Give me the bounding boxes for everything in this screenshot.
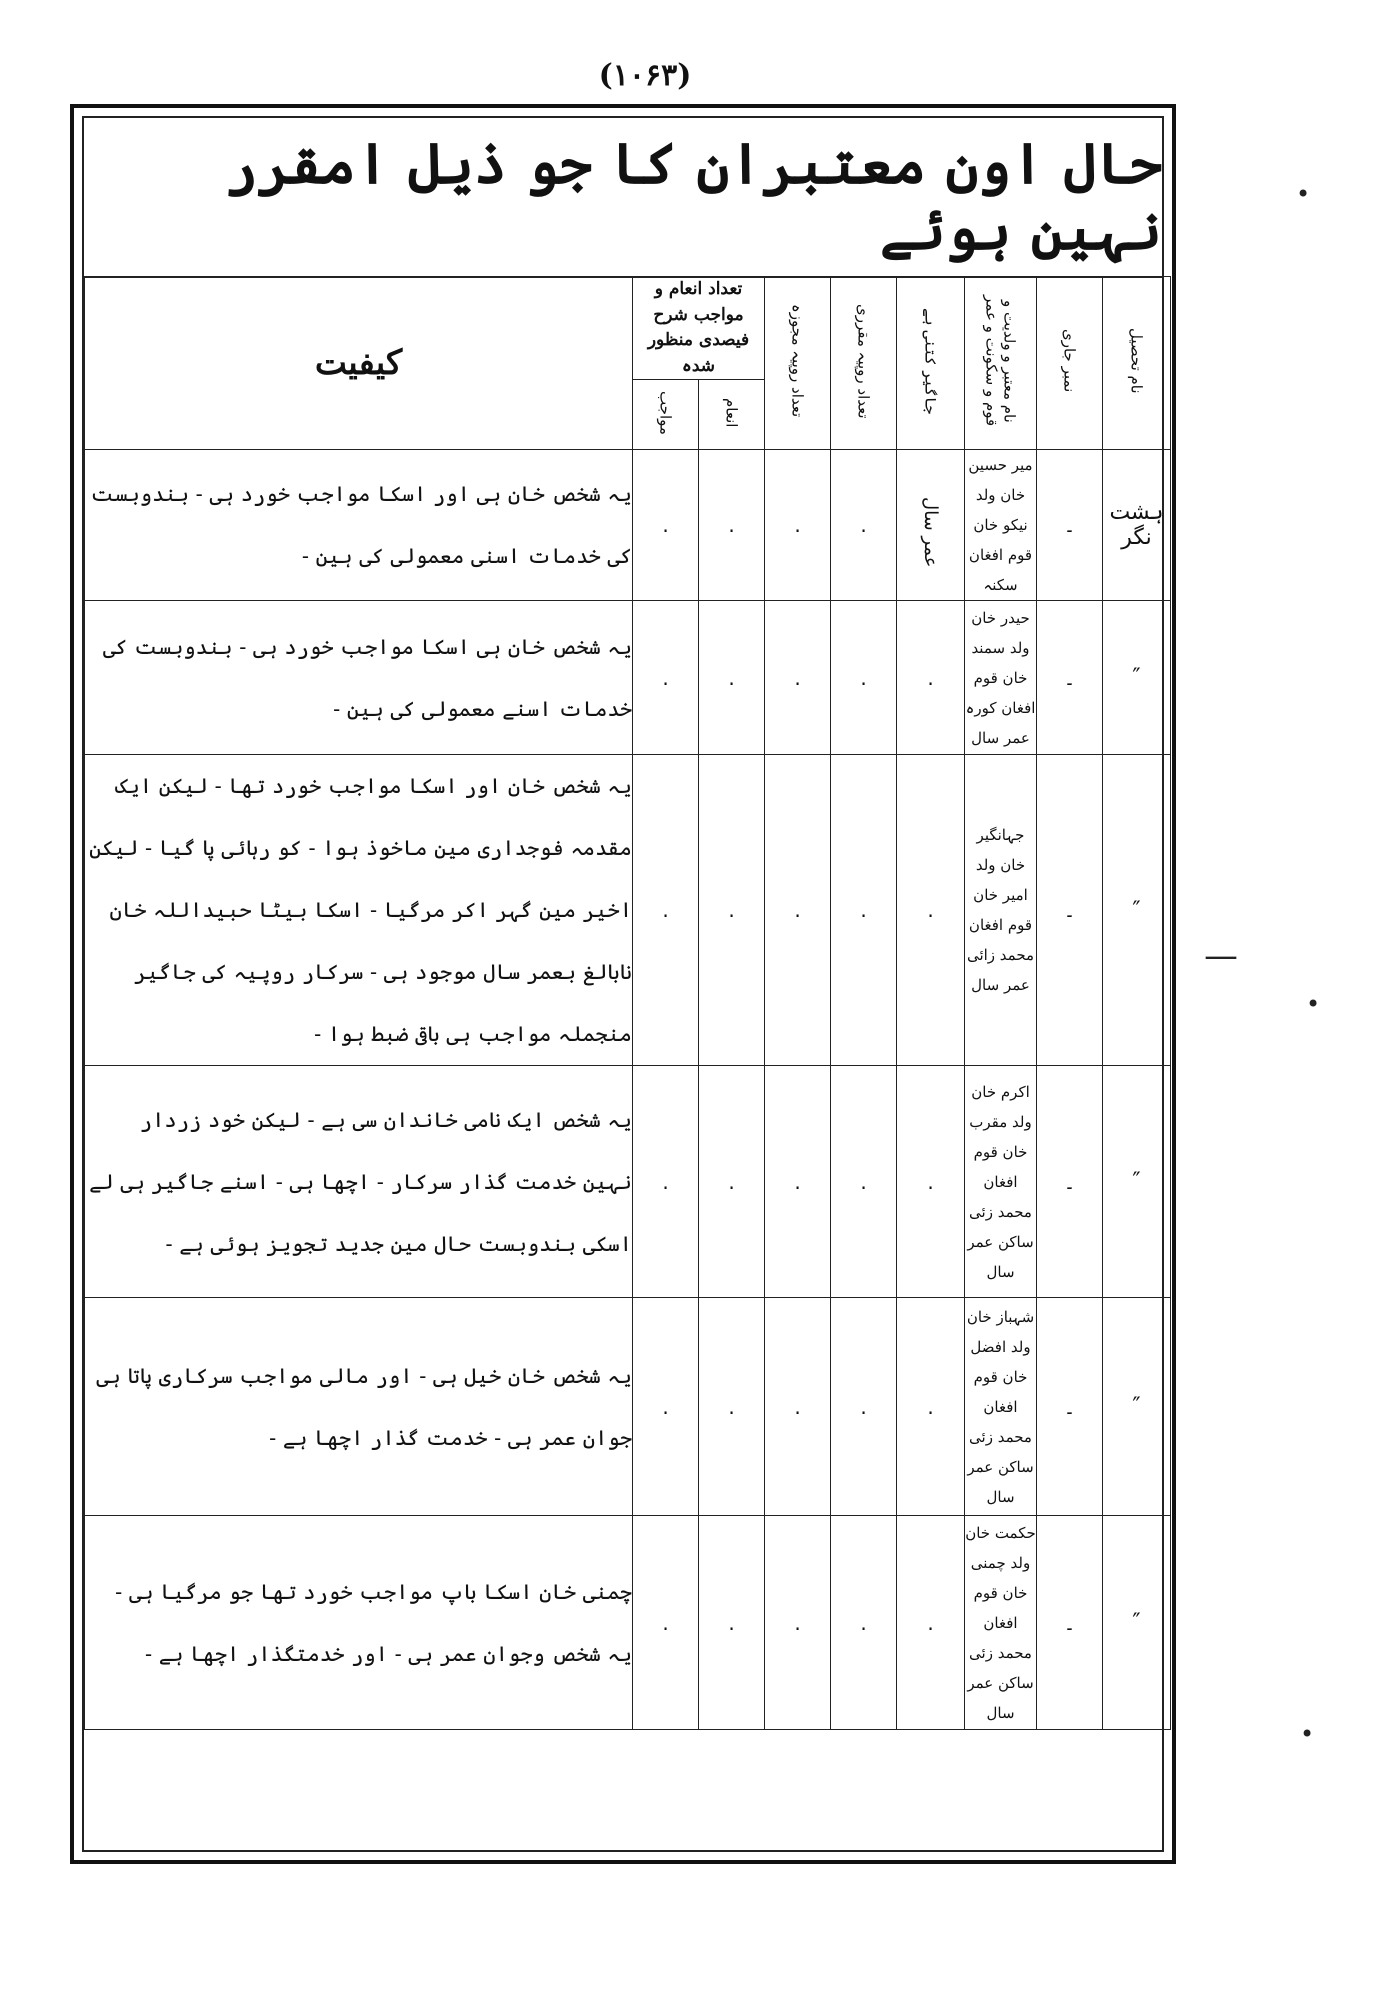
cell-recommended: . — [765, 1298, 831, 1516]
cell-person: اکرم خان ولد مقرب خان قوم افغان محمد زئی ساکن عمر سال — [965, 1066, 1037, 1298]
header-amount: تعداد روپیہ مقرری — [831, 277, 897, 450]
cell-amount: . — [831, 1066, 897, 1298]
cell-number: ۔ — [1037, 601, 1103, 755]
cell-recommended: . — [765, 601, 831, 755]
cell-grant-2: . — [633, 1066, 699, 1298]
register-inner-frame — [82, 116, 1164, 1852]
cell-amount: . — [831, 1516, 897, 1730]
cell-recommended: . — [765, 1066, 831, 1298]
cell-remarks: یہ شخص خان ہی اور اسکا مواجب خورد ہی - بندوبست کی خدمات اسنی معمولی کی ہین - — [85, 450, 633, 601]
cell-grant-1: . — [699, 601, 765, 755]
cell-jagir: . — [897, 1516, 965, 1730]
cell-number: ۔ — [1037, 1516, 1103, 1730]
scan-mark: • — [1306, 990, 1321, 1018]
cell-person: حکمت خان ولد چمنی خان قوم افغان محمد زئی ساکن عمر سال — [965, 1516, 1037, 1730]
cell-person: حیدر خان ولد سمند خان قوم افغان کورہ عمر سال — [965, 601, 1037, 755]
cell-recommended: . — [765, 1516, 831, 1730]
cell-tehsil: ″ — [1103, 601, 1171, 755]
table-row — [85, 1066, 1171, 1298]
cell-grant-1: . — [699, 755, 765, 1066]
header-grant-group: تعداد انعام و مواجب شرح فیصدی منظور شدہ — [633, 277, 765, 380]
cell-amount: . — [831, 1298, 897, 1516]
cell-number: ۔ — [1037, 1298, 1103, 1516]
cell-jagir: . — [897, 1298, 965, 1516]
cell-tehsil: ″ — [1103, 1298, 1171, 1516]
header-jagir: جاگیر کتنی ہے — [897, 277, 965, 450]
header-grant-sub1: انعام — [699, 380, 765, 450]
header-grant-sub2: مواجب — [633, 380, 699, 450]
cell-grant-2: . — [633, 755, 699, 1066]
cell-grant-2: . — [633, 1298, 699, 1516]
header-tehsil: نام تحصیل — [1103, 277, 1171, 450]
header-number: نمبر جاری — [1037, 277, 1103, 450]
cell-tehsil: ہشت نگر — [1103, 450, 1171, 601]
cell-person: جہانگیر خان ولد امیر خان قوم افغان محمد زائی عمر سال — [965, 755, 1037, 1066]
cell-remarks: یہ شخص خان اور اسکا مواجب خورد تھا - لیکن ایک مقدمہ فوجداری مین ماخوذ ہوا - کو رہائی پا گیا - لیکن اخیر مین گہر اکر مرگیا - اسکا بیٹا حبیداللہ خان نابالغ بعمر سال موجود ہی - سرکار روپیہ کی جاگیر منجملہ مواجب ہی باقی ضبط ہوا - — [85, 755, 633, 1066]
scan-mark: • — [1300, 1720, 1315, 1748]
cell-remarks: یہ شخص خان خیل ہی - اور مالی مواجب سرکاری پاتا ہی جوان عمر ہی - خدمت گذار اچھا ہے - — [85, 1298, 633, 1516]
cell-recommended: . — [765, 450, 831, 601]
cell-tehsil: ″ — [1103, 1066, 1171, 1298]
scan-mark: • — [1296, 180, 1311, 208]
cell-amount: . — [831, 755, 897, 1066]
cell-jagir: . — [897, 1066, 965, 1298]
cell-number: ۔ — [1037, 755, 1103, 1066]
cell-grant-2: . — [633, 450, 699, 601]
cell-grant-2: . — [633, 601, 699, 755]
cell-tehsil: ″ — [1103, 755, 1171, 1066]
header-person: نام معتبر و ولدیت و قوم و سکونت و عمر — [965, 277, 1037, 450]
cell-jagir: . — [897, 755, 965, 1066]
scan-mark: — — [1204, 936, 1238, 976]
cell-remarks: یہ شخص خان ہی اسکا مواجب خورد ہی - بندوبست کی خدمات اسنے معمولی کی ہین - — [85, 601, 633, 755]
cell-recommended: . — [765, 755, 831, 1066]
cell-grant-1: . — [699, 1298, 765, 1516]
table-row — [85, 1298, 1171, 1516]
register-frame — [70, 104, 1176, 1864]
cell-amount: . — [831, 601, 897, 755]
table-row — [85, 601, 1171, 755]
cell-jagir: عمر سال — [897, 450, 965, 601]
title-box — [84, 118, 1162, 278]
register-table — [84, 276, 1171, 1730]
cell-jagir: . — [897, 601, 965, 755]
table-row — [85, 755, 1171, 1066]
cell-person: شہباز خان ولد افضل خان قوم افغان محمد زئی ساکن عمر سال — [965, 1298, 1037, 1516]
header-recommended: تعداد روپیہ مجوزہ — [765, 277, 831, 450]
cell-number: ۔ — [1037, 450, 1103, 601]
cell-remarks: چمنی خان اسکا باپ مواجب خورد تھا جو مرگیا ہی - یہ شخص وجوان عمر ہی - اور خدمتگذار اچھا ہے - — [85, 1516, 633, 1730]
cell-number: ۔ — [1037, 1066, 1103, 1298]
page-title: حال اون معتبران کا جو ذیل امقرر نہین ہوئے — [224, 131, 1162, 263]
page-number: (۱۰۶۳) — [598, 58, 692, 93]
cell-person: میر حسین خان ولد نیکو خان قوم افغان سکنہ — [965, 450, 1037, 601]
table-row — [85, 450, 1171, 601]
cell-grant-1: . — [699, 450, 765, 601]
cell-grant-2: . — [633, 1516, 699, 1730]
cell-amount: . — [831, 450, 897, 601]
cell-grant-1: . — [699, 1066, 765, 1298]
table-row — [85, 1516, 1171, 1730]
header-remarks: کیفیت — [85, 277, 633, 450]
cell-tehsil: ″ — [1103, 1516, 1171, 1730]
cell-remarks: یہ شخص ایک نامی خاندان سی ہے - لیکن خود زردار نہین خدمت گذار سرکار - اچھا ہی - اسنے جاگیر ہی لے اسکی بندوبست حال مین جدید تجویز ہوئی ہے - — [85, 1066, 633, 1298]
cell-grant-1: . — [699, 1516, 765, 1730]
